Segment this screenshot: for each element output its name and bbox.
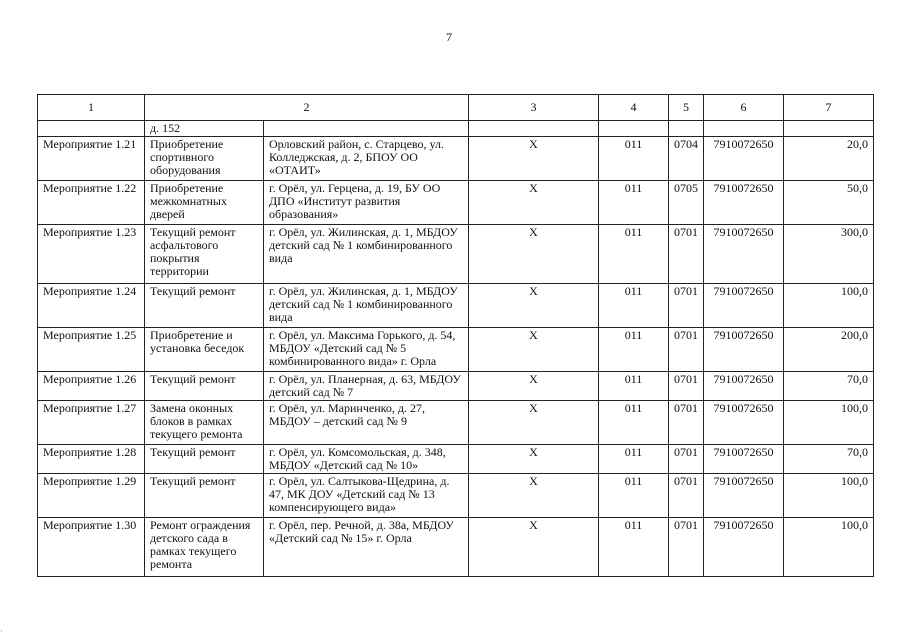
header-col-7: 7: [784, 95, 874, 121]
amount-value: 100,0: [784, 284, 874, 328]
col-6-value: 7910072650: [704, 284, 784, 328]
table-row: [38, 225, 874, 284]
event-name: Текущий ремонт: [145, 284, 264, 328]
event-name: Текущий ремонт: [145, 445, 264, 474]
event-id: Мероприятие 1.28: [38, 445, 145, 474]
amount-value: 300,0: [784, 225, 874, 284]
col-6-value: 7910072650: [704, 328, 784, 372]
table-row: [38, 137, 874, 181]
amount-value: 100,0: [784, 518, 874, 577]
amount-value: 70,0: [784, 372, 874, 401]
col-4-value: 011: [599, 401, 669, 445]
event-address: г. Орёл, ул. Максима Горького, д. 54, МБДОУ «Детский сад № 5 комбинированного вида» г. Орла: [264, 328, 469, 372]
event-id: Мероприятие 1.21: [38, 137, 145, 181]
table-row: [38, 518, 874, 577]
event-address: г. Орёл, ул. Маринченко, д. 27, МБДОУ – детский сад № 9: [264, 401, 469, 445]
col-3-value: Х: [469, 225, 599, 284]
table-row: [38, 372, 874, 401]
header-col-6: 6: [704, 95, 784, 121]
event-address: Орловский район, с. Старцево, ул. Колледжская, д. 2, БПОУ ОО «ОТАИТ»: [264, 137, 469, 181]
event-name: Приобретение спортивного оборудования: [145, 137, 264, 181]
col-5-value: 0701: [669, 518, 704, 577]
scan-mark: ·: [0, 627, 3, 636]
table-row: [38, 401, 874, 445]
col-6-value: 7910072650: [704, 225, 784, 284]
event-id: Мероприятие 1.27: [38, 401, 145, 445]
table-row: [38, 284, 874, 328]
event-id: Мероприятие 1.23: [38, 225, 145, 284]
event-id: Мероприятие 1.25: [38, 328, 145, 372]
col-3-value: Х: [469, 372, 599, 401]
col-4-value: 011: [599, 137, 669, 181]
col-5-value: 0701: [669, 445, 704, 474]
col-6-value: 7910072650: [704, 137, 784, 181]
amount-value: 20,0: [784, 137, 874, 181]
col-6-value: 7910072650: [704, 372, 784, 401]
event-address: г. Орёл, ул. Жилинская, д. 1, МБДОУ детский сад № 1 комбинированного вида: [264, 225, 469, 284]
event-name: Приобретение и установка беседок: [145, 328, 264, 372]
event-address: г. Орёл, ул. Жилинская, д. 1, МБДОУ детский сад № 1 комбинированного вида: [264, 284, 469, 328]
event-id: Мероприятие 1.29: [38, 474, 145, 518]
col-4-value: 011: [599, 518, 669, 577]
col-4-value: 011: [599, 181, 669, 225]
header-col-5: 5: [669, 95, 704, 121]
event-address: г. Орёл, ул. Салтыкова-Щедрина, д. 47, МК ДОУ «Детский сад № 13 компенсирующего вида»: [264, 474, 469, 518]
amount-value: 100,0: [784, 401, 874, 445]
event-name: Текущий ремонт асфальтового покрытия территории: [145, 225, 264, 284]
table-row: [38, 445, 874, 474]
budget-table: [37, 94, 874, 577]
col-5-value: 0701: [669, 372, 704, 401]
event-id: Мероприятие 1.26: [38, 372, 145, 401]
col-3-value: Х: [469, 518, 599, 577]
event-id: Мероприятие 1.22: [38, 181, 145, 225]
event-id: Мероприятие 1.24: [38, 284, 145, 328]
event-address: г. Орёл, пер. Речной, д. 38а, МБДОУ «Детский сад № 15» г. Орла: [264, 518, 469, 577]
event-name: Замена оконных блоков в рамках текущего ремонта: [145, 401, 264, 445]
col-6-value: 7910072650: [704, 518, 784, 577]
event-name: Текущий ремонт: [145, 372, 264, 401]
continuation-text: д. 152: [145, 121, 264, 137]
col-5-value: 0701: [669, 474, 704, 518]
header-col-3: 3: [469, 95, 599, 121]
amount-value: 50,0: [784, 181, 874, 225]
col-6-value: 7910072650: [704, 445, 784, 474]
col-4-value: 011: [599, 225, 669, 284]
event-address: г. Орёл, ул. Комсомольская, д. 348, МБДОУ «Детский сад № 10»: [264, 445, 469, 474]
col-3-value: Х: [469, 137, 599, 181]
event-name: Ремонт ограждения детского сада в рамках текущего ремонта: [145, 518, 264, 577]
col-6-value: 7910072650: [704, 474, 784, 518]
col-3-value: Х: [469, 328, 599, 372]
col-3-value: Х: [469, 284, 599, 328]
event-name: Приобретение межкомнатных дверей: [145, 181, 264, 225]
header-row: [38, 95, 874, 121]
col-4-value: 011: [599, 372, 669, 401]
continuation-row: [38, 121, 874, 137]
col-4-value: 011: [599, 445, 669, 474]
col-3-value: Х: [469, 181, 599, 225]
amount-value: 70,0: [784, 445, 874, 474]
col-5-value: 0701: [669, 225, 704, 284]
col-4-value: 011: [599, 284, 669, 328]
col-5-value: 0701: [669, 328, 704, 372]
event-address: г. Орёл, ул. Герцена, д. 19, БУ ОО ДПО «Институт развития образования»: [264, 181, 469, 225]
table-row: [38, 181, 874, 225]
header-col-2: 2: [145, 95, 469, 121]
event-name: Текущий ремонт: [145, 474, 264, 518]
col-5-value: 0701: [669, 401, 704, 445]
col-3-value: Х: [469, 445, 599, 474]
col-3-value: Х: [469, 401, 599, 445]
col-4-value: 011: [599, 474, 669, 518]
col-4-value: 011: [599, 328, 669, 372]
amount-value: 100,0: [784, 474, 874, 518]
col-5-value: 0704: [669, 137, 704, 181]
page-number: 7: [446, 30, 452, 44]
header-col-4: 4: [599, 95, 669, 121]
table-row: [38, 328, 874, 372]
event-id: Мероприятие 1.30: [38, 518, 145, 577]
event-address: г. Орёл, ул. Планерная, д. 63, МБДОУ детский сад № 7: [264, 372, 469, 401]
table-row: [38, 474, 874, 518]
col-6-value: 7910072650: [704, 181, 784, 225]
col-6-value: 7910072650: [704, 401, 784, 445]
col-5-value: 0705: [669, 181, 704, 225]
amount-value: 200,0: [784, 328, 874, 372]
col-3-value: Х: [469, 474, 599, 518]
col-5-value: 0701: [669, 284, 704, 328]
header-col-1: 1: [38, 95, 145, 121]
